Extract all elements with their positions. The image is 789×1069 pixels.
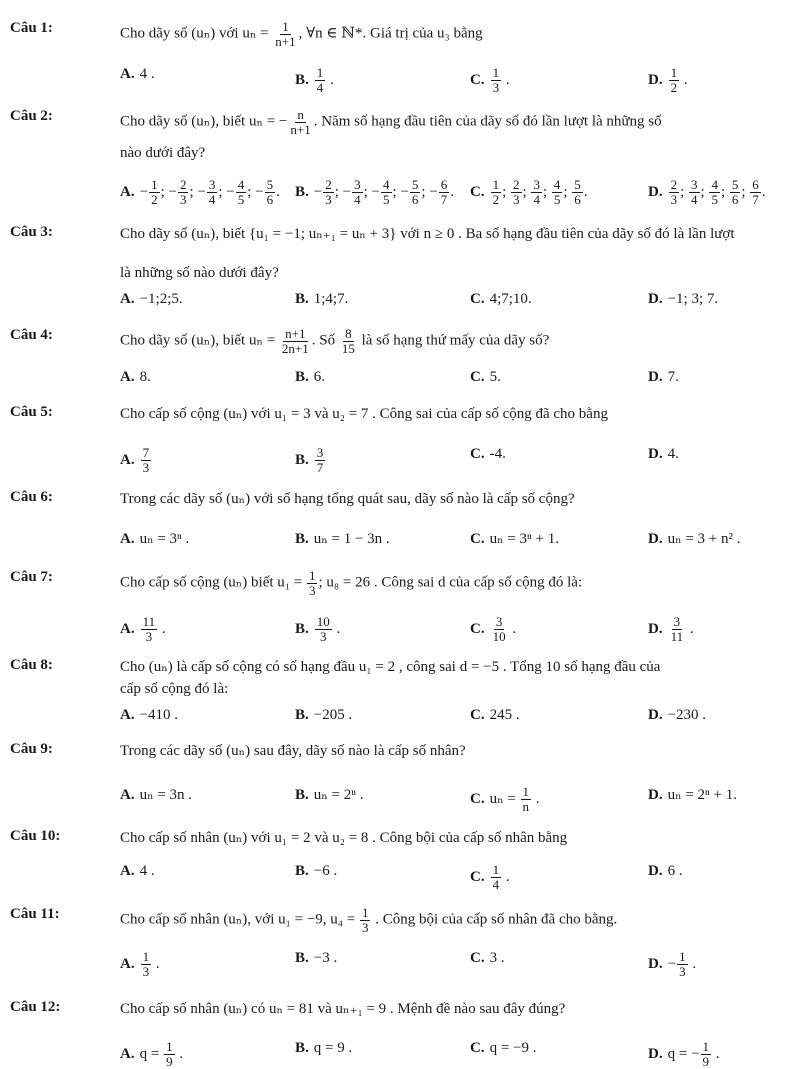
fraction: $\frac{1}{3}$ xyxy=(679,949,686,979)
fraction: $\frac{5}{6}$ xyxy=(411,177,419,207)
question-number: Câu 2: xyxy=(10,108,53,124)
answer-option-c[interactable] xyxy=(470,707,520,724)
answer-option-c[interactable] xyxy=(470,785,540,813)
answer-option-a[interactable] xyxy=(120,446,152,474)
question-stem-continued: nào dưới đây? xyxy=(120,145,206,161)
fraction: $\frac{4}{5}$ xyxy=(383,177,390,207)
option-text: $\frac{10}{3}$ . xyxy=(316,614,341,644)
option-text: −1; 3; 7. xyxy=(667,291,719,307)
fraction: $\frac{3}{4}$ xyxy=(208,177,216,207)
fraction: $\frac{6}{7}$ xyxy=(440,177,448,207)
fraction: $\frac{1}{2}$ xyxy=(151,177,158,207)
fraction: $\frac{7}{3}$ xyxy=(142,445,150,475)
answer-option-b[interactable] xyxy=(295,369,325,386)
option-text: $\frac{3}{11}$ . xyxy=(670,614,694,644)
option-letter: D. xyxy=(648,71,663,88)
question-stem-continued: là những số nào dưới đây? xyxy=(120,265,279,281)
answer-option-d[interactable] xyxy=(648,178,766,206)
option-letter: C. xyxy=(470,707,485,723)
option-letter: A. xyxy=(120,863,135,879)
question-number: Câu 4: xyxy=(10,327,53,343)
fraction: $\frac{1}{4}$ xyxy=(492,862,500,892)
option-text: uₙ = 3n . xyxy=(139,787,193,803)
option-text: q = − $\frac{1}{9}$ . xyxy=(667,1039,720,1069)
answer-option-b[interactable] xyxy=(295,785,363,804)
answer-option-d[interactable] xyxy=(648,66,688,94)
option-letter: A. xyxy=(120,787,135,803)
question-number: Câu 1: xyxy=(10,20,53,36)
option-text: −1;2;5. xyxy=(139,291,183,307)
option-text: uₙ = 3 + n² . xyxy=(667,531,741,547)
fraction: $\frac{n+1}{2n+1}$ xyxy=(281,326,309,356)
option-text: 3 . xyxy=(489,950,505,966)
option-letter: D. xyxy=(648,291,663,307)
option-text: −410 . xyxy=(139,707,179,723)
fraction: $\frac{3}{4}$ xyxy=(691,177,698,207)
question-stem: Cho (uₙ) là cấp số cộng có số hạng đầu u₁ = 2 , công sai d = −5 . Tổng 10 số hạng đầu của xyxy=(120,659,661,675)
option-letter: B. xyxy=(295,531,309,547)
option-text: $\frac{1}{3}$ . xyxy=(492,65,510,95)
option-letter: B. xyxy=(295,707,309,723)
question-number: Câu 10: xyxy=(10,828,61,844)
answer-option-b[interactable] xyxy=(295,529,390,548)
answer-option-a[interactable] xyxy=(120,707,178,724)
answer-option-a[interactable] xyxy=(120,1040,183,1068)
answer-option-d[interactable] xyxy=(648,785,737,804)
answer-option-d[interactable] xyxy=(648,291,718,308)
option-letter: D. xyxy=(648,369,663,385)
fraction: $\frac{1}{9}$ xyxy=(702,1039,710,1069)
option-letter: A. xyxy=(120,291,135,307)
question-number: Câu 3: xyxy=(10,224,53,240)
answer-option-c[interactable] xyxy=(470,950,505,967)
option-letter: C. xyxy=(470,369,485,385)
question-stem: Cho cấp số nhân (uₙ) có uₙ = 81 và uₙ₊₁ = 9 . Mệnh đề nào sau đây đúng? xyxy=(120,1001,566,1017)
option-letter: D. xyxy=(648,787,663,803)
option-letter: C. xyxy=(470,950,485,966)
fraction: $\frac{6}{7}$ xyxy=(752,177,759,207)
option-text: $\frac{1}{4}$ . xyxy=(492,862,510,892)
option-text: q = −9 . xyxy=(489,1040,537,1056)
fraction: $\frac{4}{5}$ xyxy=(553,177,561,207)
question-stem: Cho cấp số nhân (uₙ) với u₁ = 2 và u₂ = 8 . Công bội của cấp số nhân bằng xyxy=(120,830,568,846)
option-letter: B. xyxy=(295,787,309,803)
fraction: $\frac{2}{3}$ xyxy=(670,177,678,207)
fraction: $\frac{8}{15}$ xyxy=(341,326,355,356)
answer-option-b[interactable] xyxy=(295,863,337,880)
answer-option-a[interactable] xyxy=(120,178,280,206)
fraction: $\frac{2}{3}$ xyxy=(513,177,520,207)
answer-option-b[interactable] xyxy=(295,291,348,308)
fraction: $\frac{1}{3}$ xyxy=(142,949,150,979)
option-letter: C. xyxy=(470,71,485,88)
answer-option-b[interactable] xyxy=(295,1040,352,1057)
option-text: q = 9 . xyxy=(313,1040,353,1056)
question-number: Câu 7: xyxy=(10,569,53,585)
option-letter: C. xyxy=(470,446,485,462)
option-text xyxy=(314,445,327,475)
option-letter: A. xyxy=(120,707,135,723)
option-text: 4 . xyxy=(139,863,155,879)
option-letter: C. xyxy=(470,291,485,307)
fraction: $\frac{2}{3}$ xyxy=(325,177,332,207)
option-letter: B. xyxy=(295,863,309,879)
option-letter: A. xyxy=(120,620,135,637)
option-text: $\frac{1}{2}$ . xyxy=(670,65,688,95)
fraction: $\frac{2}{3}$ xyxy=(179,177,187,207)
option-text: 8. xyxy=(139,369,151,385)
option-text: uₙ = 3ⁿ + 1. xyxy=(489,531,559,547)
question-number: Câu 12: xyxy=(10,999,61,1015)
question-stem: Trong các dãy số (uₙ) với số hạng tổng quát sau, dãy số nào là cấp số cộng? xyxy=(120,491,575,507)
option-letter: B. xyxy=(295,183,309,200)
option-letter: A. xyxy=(120,1045,135,1062)
fraction: $\frac{10}{3}$ xyxy=(316,614,330,644)
option-text: 4 . xyxy=(139,66,155,82)
answer-option-a[interactable] xyxy=(120,785,192,804)
option-letter: B. xyxy=(295,71,309,88)
answer-option-d[interactable] xyxy=(648,863,683,880)
answer-option-d[interactable] xyxy=(648,1040,720,1068)
question-number: Câu 5: xyxy=(10,404,53,420)
option-text xyxy=(140,445,153,475)
option-letter: D. xyxy=(648,955,663,972)
option-text: uₙ = 2ⁿ + 1. xyxy=(667,787,737,803)
question-stem: Cho dãy số (uₙ), biết uₙ = $\frac{n+1}{2n+1}$ . Số $\frac{8}{15}$ là số hạng thứ mấy của dãy số? xyxy=(120,326,550,356)
option-letter: B. xyxy=(295,1040,309,1056)
question-stem: Cho dãy số (uₙ), biết {u₁ = −1; uₙ₊₁ = uₙ + 3} với n ≥ 0 . Ba số hạng đầu tiên của dãy số đó là lần lượt xyxy=(120,226,735,242)
option-text: 1;4;7. xyxy=(313,291,349,307)
answer-option-b[interactable] xyxy=(295,615,340,643)
option-letter: D. xyxy=(648,183,663,200)
fraction: $\frac{5}{6}$ xyxy=(266,177,274,207)
fraction: $\frac{1}{n}$ xyxy=(522,784,530,814)
fraction: $\frac{1}{4}$ xyxy=(316,65,324,95)
option-letter: A. xyxy=(120,183,135,200)
answer-option-d[interactable] xyxy=(648,529,741,548)
option-text: 4;7;10. xyxy=(489,291,532,307)
option-text: − $\frac{1}{3}$ . xyxy=(667,949,697,979)
answer-option-c[interactable] xyxy=(470,178,588,206)
option-text: uₙ = 2ⁿ . xyxy=(313,787,364,803)
fraction: $\frac{1}{3}$ xyxy=(308,568,316,598)
answer-option-a[interactable] xyxy=(120,615,166,643)
option-text: 5. xyxy=(489,369,501,385)
question-stem: Cho cấp số cộng (uₙ) với u₁ = 3 và u₂ = 7 . Công sai của cấp số cộng đã cho bằng xyxy=(120,406,608,422)
option-letter: A. xyxy=(120,531,135,547)
option-letter: D. xyxy=(648,620,663,637)
fraction: $\frac{3}{4}$ xyxy=(533,177,540,207)
option-text: − $\frac{2}{3}$ ; − $\frac{3}{4}$ ; − $\frac{4}{5}$ ; − $\frac{5}{6}$ ; − $\frac{6}{7}$ . xyxy=(313,177,455,207)
option-letter: C. xyxy=(470,620,485,637)
option-text: -4. xyxy=(489,446,506,462)
answer-option-b[interactable] xyxy=(295,446,326,474)
answer-option-d[interactable] xyxy=(648,369,679,386)
answer-option-c[interactable] xyxy=(470,66,510,94)
question-number: Câu 6: xyxy=(10,489,53,505)
fraction: $\frac{3}{4}$ xyxy=(354,177,361,207)
cropped-header-strip xyxy=(0,0,789,6)
option-text: − $\frac{1}{2}$ ; − $\frac{2}{3}$ ; − $\frac{3}{4}$ ; − $\frac{4}{5}$ ; − $\frac{5}{6}$ . xyxy=(139,177,280,207)
option-letter: C. xyxy=(470,531,485,547)
fraction: $\frac{5}{6}$ xyxy=(574,177,581,207)
option-text: −3 . xyxy=(313,950,338,966)
fraction: $\frac{3}{10}$ xyxy=(492,614,506,644)
fraction: $\frac{11}{3}$ xyxy=(142,614,156,644)
option-letter: A. xyxy=(120,451,135,468)
answer-option-a[interactable] xyxy=(120,529,189,548)
fraction: $\frac{1}{n+1}$ xyxy=(275,19,296,49)
option-letter: A. xyxy=(120,955,135,972)
option-text: −230 . xyxy=(667,707,707,723)
option-letter: C. xyxy=(470,868,485,885)
option-text: $\frac{2}{3}$ ; $\frac{3}{4}$ ; $\frac{4}{5}$ ; $\frac{5}{6}$ ; $\frac{6}{7}$ . xyxy=(670,177,766,207)
option-text: 4. xyxy=(667,446,679,462)
fraction: $\frac{1}{9}$ xyxy=(166,1039,173,1069)
option-letter: C. xyxy=(470,183,485,200)
option-letter: C. xyxy=(470,1040,485,1056)
option-text: 7. xyxy=(667,369,679,385)
question-stem: Cho dãy số (uₙ) với uₙ = $\frac{1}{n+1}$ , ∀n ∈ ℕ*. Giá trị của u₃ bằng xyxy=(120,19,483,49)
answer-option-a[interactable] xyxy=(120,863,155,880)
answer-option-d[interactable] xyxy=(648,950,696,978)
option-text: 245 . xyxy=(489,707,520,723)
fraction: $\frac{5}{6}$ xyxy=(731,177,739,207)
answer-option-a[interactable] xyxy=(120,369,151,386)
option-letter: A. xyxy=(120,369,135,385)
option-text: $\frac{1}{2}$ ; $\frac{2}{3}$ ; $\frac{3}{4}$ ; $\frac{4}{5}$ ; $\frac{5}{6}$ . xyxy=(492,177,588,207)
fraction: $\frac{3}{7}$ xyxy=(316,445,324,475)
answer-option-a[interactable] xyxy=(120,950,160,978)
option-text: $\frac{3}{10}$ . xyxy=(492,614,517,644)
option-letter: B. xyxy=(295,950,309,966)
question-stem: Trong các dãy số (uₙ) sau đây, dãy số nào là cấp số nhân? xyxy=(120,743,466,759)
question-number: Câu 8: xyxy=(10,657,53,673)
option-text: 6 . xyxy=(667,863,683,879)
option-text: uₙ = 3ⁿ . xyxy=(139,531,190,547)
option-text: uₙ = 1 − 3n . xyxy=(313,531,390,547)
option-letter: B. xyxy=(295,369,309,385)
option-text: $\frac{11}{3}$ . xyxy=(142,614,166,644)
answer-option-a[interactable] xyxy=(120,291,183,308)
answer-option-b[interactable] xyxy=(295,707,352,724)
fraction: $\frac{4}{5}$ xyxy=(237,177,245,207)
answer-option-d[interactable] xyxy=(648,446,679,463)
fraction: $\frac{3}{11}$ xyxy=(670,614,684,644)
answer-option-c[interactable] xyxy=(470,863,510,891)
option-letter: D. xyxy=(648,863,663,879)
answer-option-d[interactable] xyxy=(648,615,694,643)
fraction: $\frac{1}{2}$ xyxy=(492,177,500,207)
question-stem: Cho dãy số (uₙ), biết uₙ = − $\frac{n}{n+1}$ . Năm số hạng đầu tiên của dãy số đó lần lượt là những số xyxy=(120,107,662,137)
answer-option-b[interactable] xyxy=(295,178,454,206)
answer-option-c[interactable] xyxy=(470,615,516,643)
question-stem-continued: cấp số cộng đó là: xyxy=(120,681,229,697)
fraction: $\frac{4}{5}$ xyxy=(711,177,718,207)
option-text: −205 . xyxy=(313,707,353,723)
answer-option-a[interactable] xyxy=(120,66,155,83)
answer-option-b[interactable] xyxy=(295,950,337,967)
answer-option-b[interactable] xyxy=(295,66,334,94)
option-text: q = $\frac{1}{9}$ . xyxy=(139,1039,184,1069)
option-letter: D. xyxy=(648,446,663,462)
option-letter: B. xyxy=(295,451,309,468)
option-letter: D. xyxy=(648,707,663,723)
answer-option-c[interactable] xyxy=(470,529,559,548)
option-letter: B. xyxy=(295,620,309,637)
answer-option-c[interactable] xyxy=(470,446,506,463)
option-letter: D. xyxy=(648,531,663,547)
option-letter: C. xyxy=(470,790,485,807)
fraction: $\frac{1}{3}$ xyxy=(492,65,500,95)
option-letter: B. xyxy=(295,291,309,307)
question-number: Câu 9: xyxy=(10,741,53,757)
option-text: $\frac{1}{3}$ . xyxy=(142,949,160,979)
option-text: $\frac{1}{4}$ . xyxy=(316,65,334,95)
question-number: Câu 11: xyxy=(10,906,60,922)
question-stem: Cho cấp số cộng (uₙ) biết u₁ = $\frac{1}{3}$ ; u₈ = 26 . Công sai d của cấp số cộng đó là: xyxy=(120,568,583,598)
fraction: $\frac{1}{2}$ xyxy=(670,65,678,95)
answer-option-c[interactable] xyxy=(470,291,532,308)
option-text: 6. xyxy=(313,369,326,385)
question-stem: Cho cấp số nhân (uₙ), với u₁ = −9, u₄ = $\frac{1}{3}$ . Công bội của cấp số nhân đã cho bằng. xyxy=(120,905,618,935)
option-letter: D. xyxy=(648,1045,663,1062)
option-letter: A. xyxy=(120,66,135,82)
answer-option-c[interactable] xyxy=(470,1040,537,1057)
fraction: $\frac{n}{n+1}$ xyxy=(290,107,311,137)
fraction: $\frac{1}{3}$ xyxy=(361,905,369,935)
option-text: −6 . xyxy=(313,863,338,879)
answer-option-d[interactable] xyxy=(648,707,706,724)
option-text: uₙ = $\frac{1}{n}$ . xyxy=(489,784,540,814)
answer-option-c[interactable] xyxy=(470,369,501,386)
